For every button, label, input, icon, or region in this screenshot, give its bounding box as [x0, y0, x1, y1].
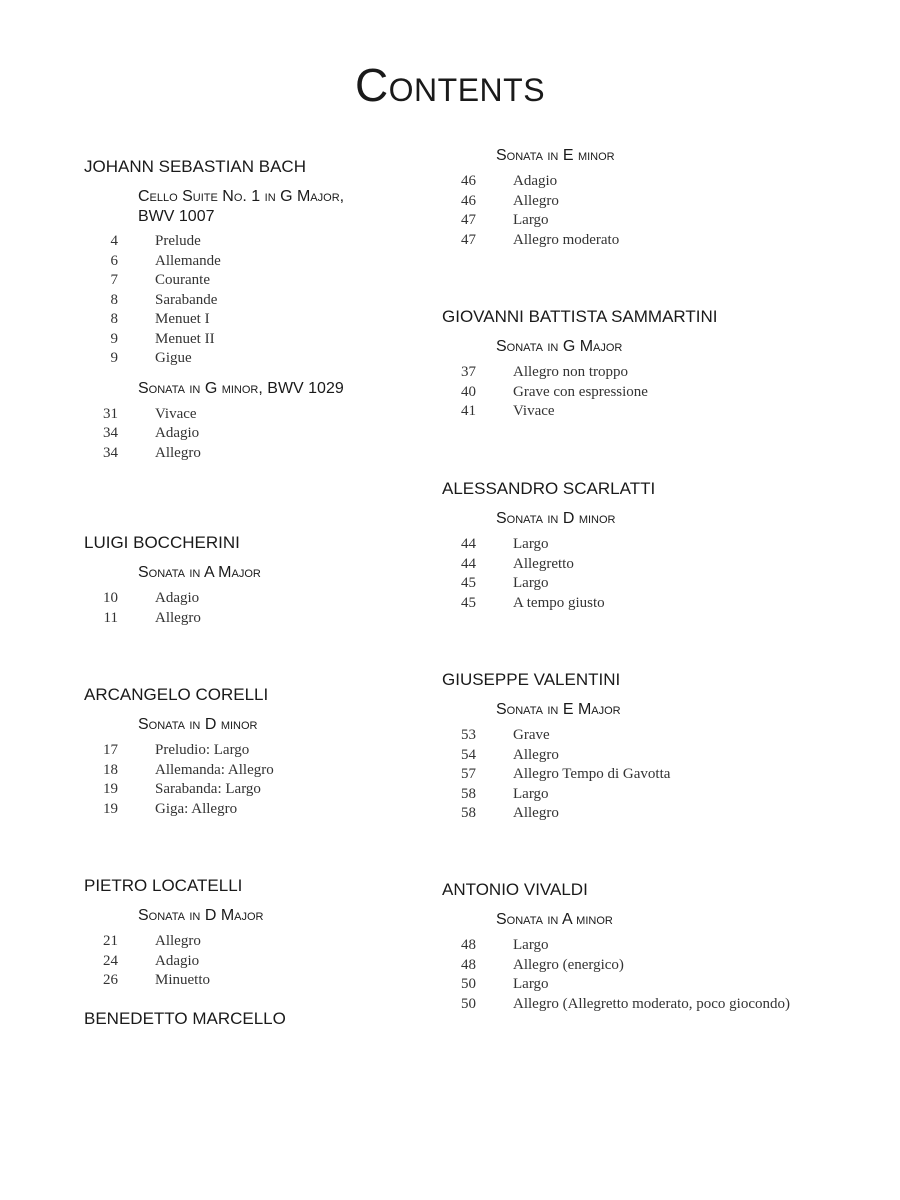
movement-name: Sarabande: [155, 291, 218, 308]
movement-entry: [84, 609, 424, 629]
composer-section-locatelli: [84, 875, 424, 991]
composer-section-sammartini: [442, 306, 862, 422]
movement-entry: [84, 952, 424, 972]
movement-name: Largo: [513, 785, 549, 802]
movement-entry: [84, 761, 424, 781]
movement-name: Adagio: [155, 425, 200, 441]
page-number: 53: [461, 727, 476, 743]
movement-entry: [84, 330, 424, 350]
page-number: 7: [110, 272, 118, 288]
page-number: 57: [461, 766, 476, 782]
movement-name: Adagio: [155, 590, 200, 606]
work-title: Sonata in G minor, BWV 1029: [138, 379, 344, 397]
movement-name: Allegro moderato: [513, 231, 620, 248]
movement-name: Allegro: [513, 192, 559, 209]
movement-entry: [442, 746, 862, 766]
movement-entry: [84, 232, 424, 252]
page-number: 48: [461, 956, 476, 973]
movement-entry: [84, 424, 424, 444]
composer-name: PIETRO LOCATELLI: [84, 876, 243, 895]
page-number: 58: [461, 785, 476, 802]
movement-name: Grave con espressione: [513, 383, 648, 400]
movement-name: Allegro (energico): [513, 956, 624, 973]
movement-name: Largo: [513, 575, 549, 591]
movement-name: Allegretto: [513, 555, 574, 572]
movement-entry: [442, 765, 862, 785]
page-number: 44: [461, 536, 476, 552]
movement-entry: [84, 589, 424, 609]
movement-name: Largo: [513, 976, 549, 992]
movement-name: Largo: [513, 536, 549, 552]
page-number: 44: [461, 555, 476, 572]
page-number: 50: [461, 976, 476, 992]
movement-name: Grave: [513, 727, 550, 743]
page-number: 8: [110, 291, 118, 308]
movement-entry: [442, 995, 862, 1015]
movement-list: [442, 172, 862, 250]
page-number: 34: [103, 425, 118, 441]
movement-entry: [442, 555, 862, 575]
work-title-line: BWV 1007: [138, 208, 215, 225]
page-number: 54: [461, 746, 476, 763]
page-number: 17: [103, 742, 118, 758]
movement-entry: [84, 405, 424, 425]
page-number: 34: [103, 444, 118, 461]
page-number: 41: [461, 403, 476, 419]
movement-name: A tempo giusto: [513, 594, 605, 611]
movement-entry: [84, 310, 424, 330]
page-number: 45: [461, 575, 476, 591]
movement-name: Allemanda: Allegro: [155, 761, 274, 778]
movement-entry: [442, 804, 862, 824]
composer-section-corelli: [84, 684, 424, 819]
page-number: 37: [461, 364, 476, 380]
movement-entry: [442, 192, 862, 212]
page-number: 21: [103, 933, 118, 949]
movement-entry: [442, 785, 862, 805]
movement-name: Allegro: [155, 609, 201, 626]
movement-entry: [442, 231, 862, 251]
work-title: [138, 187, 424, 227]
work-title-line: Cello Suite No. 1 in G Major,: [138, 188, 345, 205]
movement-entry: [84, 291, 424, 311]
page-number: 24: [103, 952, 118, 969]
composer-name: LUIGI BOCCHERINI: [84, 533, 240, 552]
composer-section-boccherini: [84, 532, 424, 628]
page-number: 9: [110, 330, 118, 347]
work-title: Sonata in E Major: [496, 701, 621, 718]
movement-name: Allegro: [513, 805, 559, 821]
page-number: 45: [461, 594, 476, 611]
page-number: 18: [103, 761, 118, 778]
movement-entry: [442, 574, 862, 594]
work-title: Sonata in G Major: [496, 338, 623, 355]
movement-list: [84, 741, 424, 819]
movement-list: [442, 535, 862, 613]
composer-name: ARCANGELO CORELLI: [84, 685, 269, 704]
movement-name: Sarabanda: Largo: [155, 781, 261, 797]
movement-entry: [84, 800, 424, 820]
composer-section-marcello: [84, 1008, 424, 1030]
movement-entry: [442, 383, 862, 403]
movement-entry: [84, 271, 424, 291]
page-number: 48: [461, 937, 476, 953]
composer-section-valentini: [442, 669, 862, 824]
composer-section-scarlatti: [442, 478, 862, 613]
movement-name: Vivace: [155, 405, 197, 422]
movement-name: Preludio: Largo: [155, 742, 250, 758]
movement-list: [442, 726, 862, 824]
movement-entry: [442, 535, 862, 555]
composer-name: GIOVANNI BATTISTA SAMMARTINI: [442, 307, 718, 326]
movement-entry: [442, 975, 862, 995]
work-title: Sonata in A Major: [138, 564, 261, 581]
work-title: Sonata in E minor: [496, 147, 615, 164]
movement-entry: [442, 363, 862, 383]
movement-name: Menuet II: [155, 330, 215, 347]
movement-list: [84, 405, 424, 464]
movement-name: Allegro Tempo di Gavotta: [513, 766, 671, 782]
movement-name: Largo: [513, 212, 549, 228]
movement-list: [442, 936, 862, 1014]
composer-name: ANTONIO VIVALDI: [442, 880, 588, 899]
page-number: 40: [461, 383, 476, 400]
work-title: Sonata in D Major: [138, 907, 264, 924]
movement-name: Allemande: [155, 252, 221, 269]
page-number: 9: [110, 350, 118, 366]
page-number: 46: [461, 173, 476, 189]
page-number: 6: [110, 252, 118, 269]
movement-entry: [84, 741, 424, 761]
movement-name: Allegro: [513, 746, 559, 763]
movement-name: Menuet I: [155, 311, 210, 327]
page-number: 11: [103, 609, 118, 626]
movement-entry: [442, 936, 862, 956]
movement-entry: [84, 932, 424, 952]
movement-list: [84, 932, 424, 991]
page-number: 26: [103, 972, 118, 988]
movement-entry: [442, 402, 862, 422]
movement-entry: [84, 349, 424, 369]
page-title: Contents: [354, 59, 546, 111]
movement-name: Allegro: [155, 444, 201, 461]
page-number: 50: [461, 995, 476, 1012]
movement-entry: [84, 780, 424, 800]
movement-name: Gigue: [155, 350, 192, 366]
movement-entry: [442, 211, 862, 231]
movement-entry: [442, 172, 862, 192]
page-number: 4: [110, 233, 118, 249]
page-number: 47: [461, 231, 476, 248]
movement-entry: [442, 594, 862, 614]
movement-name: Minuetto: [155, 972, 210, 988]
movement-entry: [84, 971, 424, 991]
movement-name: Largo: [513, 937, 549, 953]
movement-list: [442, 363, 862, 422]
movement-name: Vivace: [513, 403, 555, 419]
composer-name: BENEDETTO MARCELLO: [84, 1009, 286, 1028]
movement-entry: [442, 726, 862, 746]
movement-list: [84, 232, 424, 369]
movement-name: Courante: [155, 272, 210, 288]
movement-name: Allegro (Allegretto moderato, poco giocondo): [513, 995, 791, 1012]
page-number: 10: [103, 590, 118, 606]
movement-name: Giga: Allegro: [155, 800, 238, 817]
work-title: Sonata in D minor: [138, 716, 258, 733]
movement-entry: [84, 444, 424, 464]
page-number: 58: [461, 805, 476, 821]
movement-name: Allegro non troppo: [513, 364, 628, 380]
composer-name: ALESSANDRO SCARLATTI: [442, 479, 656, 498]
work-title: Sonata in D minor: [496, 510, 616, 527]
page-number: 8: [110, 311, 118, 327]
movement-entry: [442, 956, 862, 976]
page-number: 46: [461, 192, 476, 209]
composer-section-vivaldi: [442, 879, 862, 1014]
work-title: Sonata in A minor: [496, 911, 613, 928]
composer-section-marcello-continued: [442, 146, 862, 250]
movement-name: Allegro: [155, 933, 201, 949]
movement-list: [84, 589, 424, 628]
page-number: 19: [103, 800, 118, 817]
movement-name: Prelude: [155, 233, 201, 249]
movement-name: Adagio: [513, 173, 558, 189]
movement-name: Adagio: [155, 952, 200, 969]
composer-name: JOHANN SEBASTIAN BACH: [84, 157, 306, 176]
composer-section-bach: [84, 156, 424, 463]
page-number: 31: [103, 405, 118, 422]
page-number: 19: [103, 781, 118, 797]
composer-name: GIUSEPPE VALENTINI: [442, 670, 621, 689]
page-number: 47: [461, 212, 476, 228]
movement-entry: [84, 252, 424, 272]
